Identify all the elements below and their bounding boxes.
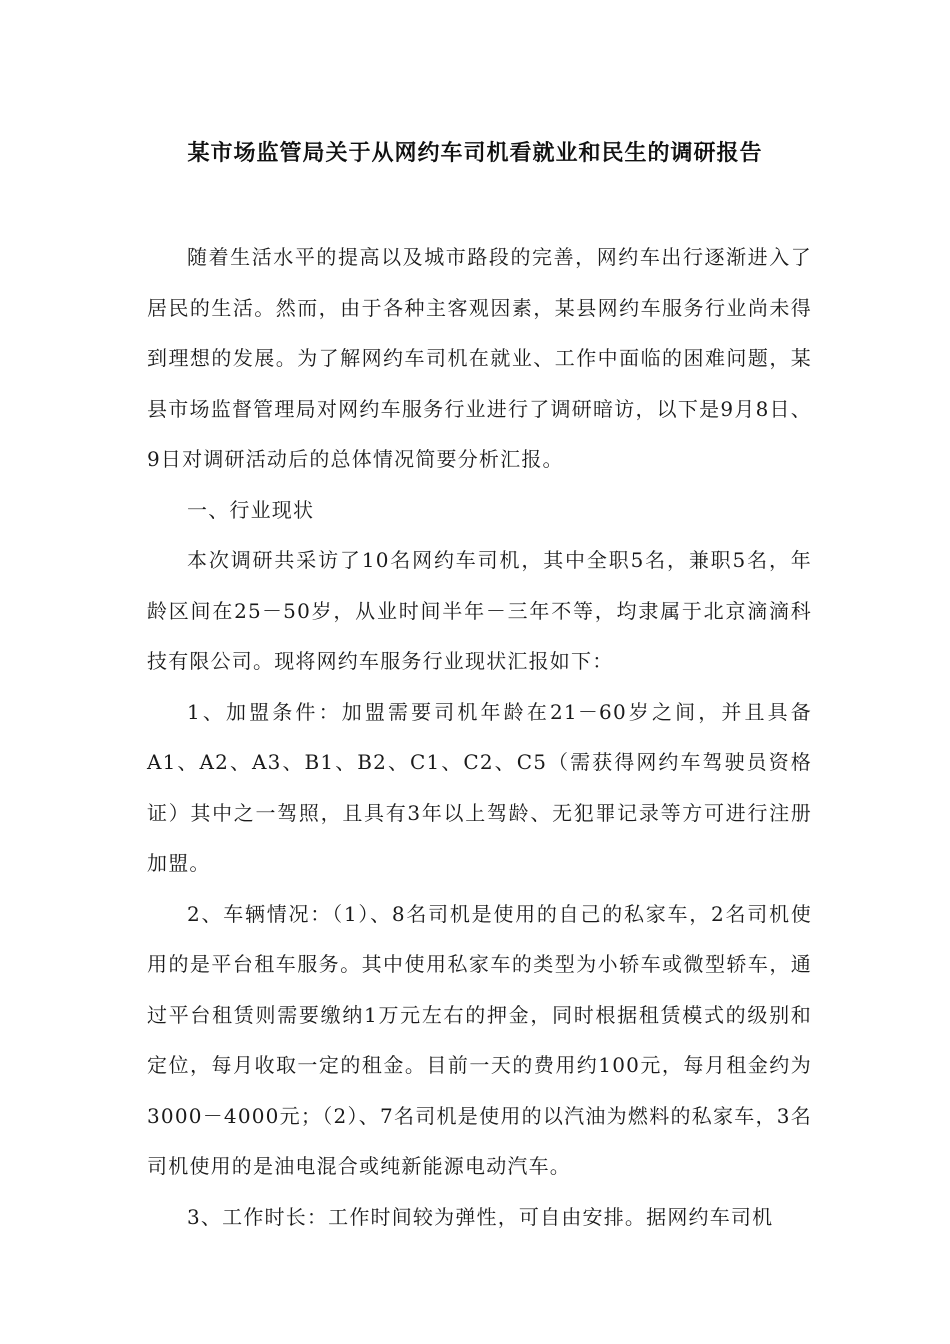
paragraph-survey-overview: 本次调研共采访了10名网约车司机，其中全职5名，兼职5名，年龄区间在25－50岁，从业时间半年－三年不等，均隶属于北京滴滴科技有限公司。现将网约车服务行业现状汇报如下：: [147, 548, 812, 673]
paragraph-join-conditions: 1、加盟条件：加盟需要司机年龄在21－60岁之间，并且具备A1、A2、A3、B1、B2、C1、C2、C5（需获得网约车驾驶员资格证）其中之一驾照，且具有3年以上驾龄、无犯罪记录等方可进行注册加盟。: [147, 699, 812, 875]
document-body: [147, 232, 812, 1242]
paragraph-working-hours: 3、工作时长：工作时间较为弹性，可自由安排。据网约车司机: [187, 1204, 774, 1229]
section-heading-industry-status: 一、行业现状: [187, 497, 315, 522]
page-title: 某市场监管局关于从网约车司机看就业和民生的调研报告: [187, 141, 763, 166]
paragraph-intro: 随着生活水平的提高以及城市路段的完善，网约车出行逐渐进入了居民的生活。然而，由于各种主客观因素，某县网约车服务行业尚未得到理想的发展。为了解网约车司机在就业、工作中面临的困难问题，某县市场监督管理局对网约车服务行业进行了调研暗访，以下是9月8日、9日对调研活动后的总体情况简要分析汇报。: [147, 245, 812, 471]
paragraph-vehicle-status: 2、车辆情况：（1）、8名司机是使用的自己的私家车，2名司机使用的是平台租车服务。其中使用私家车的类型为小轿车或微型轿车，通过平台租赁则需要缴纳1万元左右的押金，同时根据租赁模式的级别和定位，每月收取一定的租金。目前一天的费用约100元，每月租金约为3000－4000元；（2）、7名司机是使用的以汽油为燃料的私家车，3名司机使用的是油电混合或纯新能源电动汽车。: [147, 901, 812, 1178]
